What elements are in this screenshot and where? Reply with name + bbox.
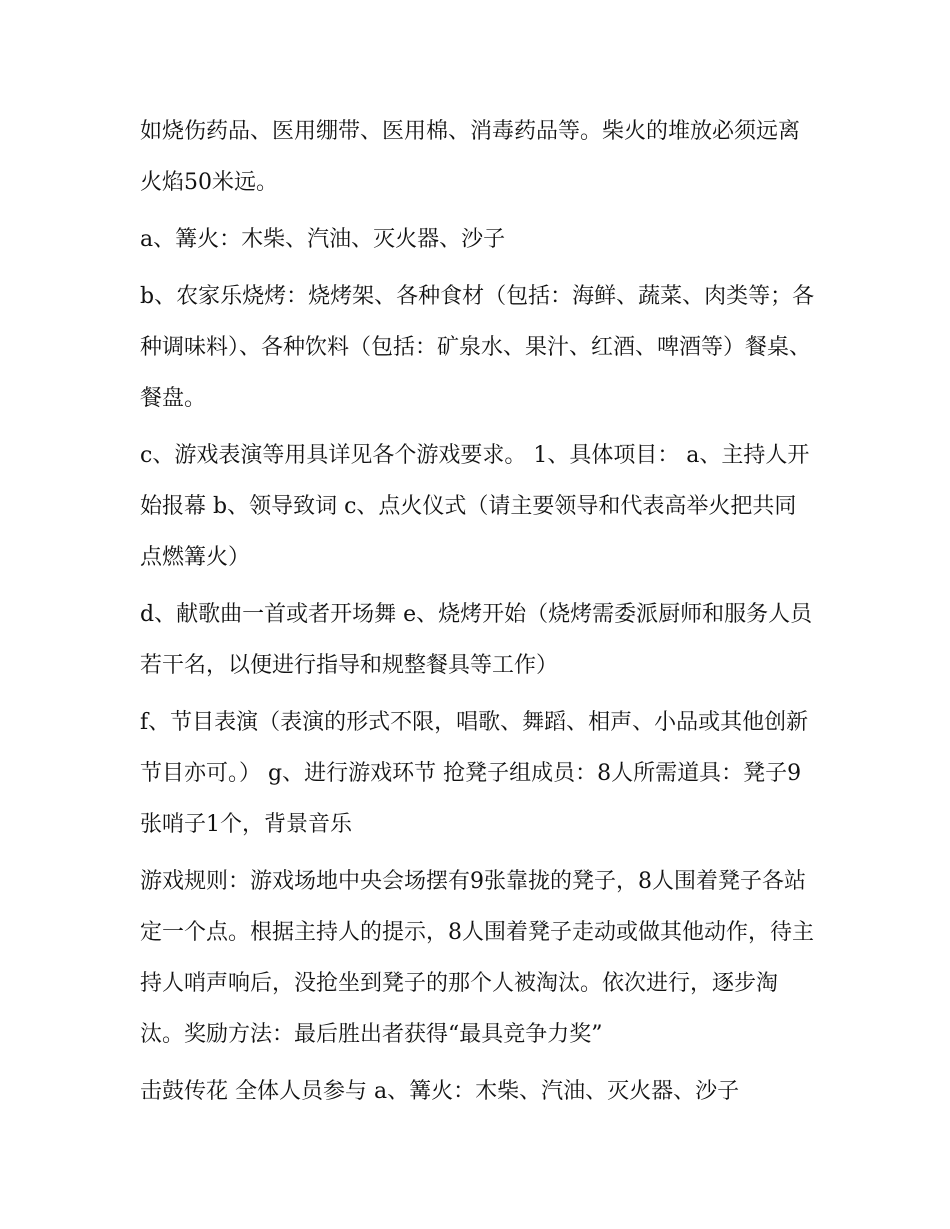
document-body [140,106,816,1123]
paragraph-song-bbq: d、献歌曲一首或者开场舞 e、烧烤开始（烧烤需委派厨师和服务人员若干名，以便进行指导和规整餐具等工作） [140,602,813,678]
paragraph-bbq-supplies: b、农家乐烧烤：烧烤架、各种食材（包括：海鲜、蔬菜、肉类等；各种调味料）、各种饮料（包括：矿泉水、果汁、红酒、啤酒等）餐桌、餐盘。 [140,284,815,411]
paragraph-drum-flower: 击鼓传花 全体人员参与 a、篝火：木柴、汽油、灭火器、沙子 [140,1079,740,1104]
paragraph-game-rules: 游戏规则：游戏场地中央会场摆有9张靠拢的凳子，8人围着凳子各站定一个点。根据主持人的提示，8人围着凳子走动或做其他动作，待主持人哨声响后，没抢坐到凳子的那个人被淘汰。依次进行，逐步淘汰。奖励方法：最后胜出者获得“最具竞争力奖” [140,869,814,1047]
paragraph-bonfire-supplies: a、篝火：木柴、汽油、灭火器、沙子 [140,227,506,252]
paragraph-program-items: c、游戏表演等用具详见各个游戏要求。 1、具体项目： a、主持人开始报幕 b、领导致词 c、点火仪式（请主要领导和代表高举火把共同点燃篝火） [140,443,810,570]
paragraph-performance-game: f、节目表演（表演的形式不限，唱歌、舞蹈、相声、小品或其他创新节目亦可。） g、进行游戏环节 抢凳子组成员：8人所需道具：凳子9张哨子1个，背景音乐 [140,710,809,837]
paragraph-first-aid: 如烧伤药品、医用绷带、医用棉、消毒药品等。柴火的堆放必须远离火焰50米远。 [140,119,801,195]
